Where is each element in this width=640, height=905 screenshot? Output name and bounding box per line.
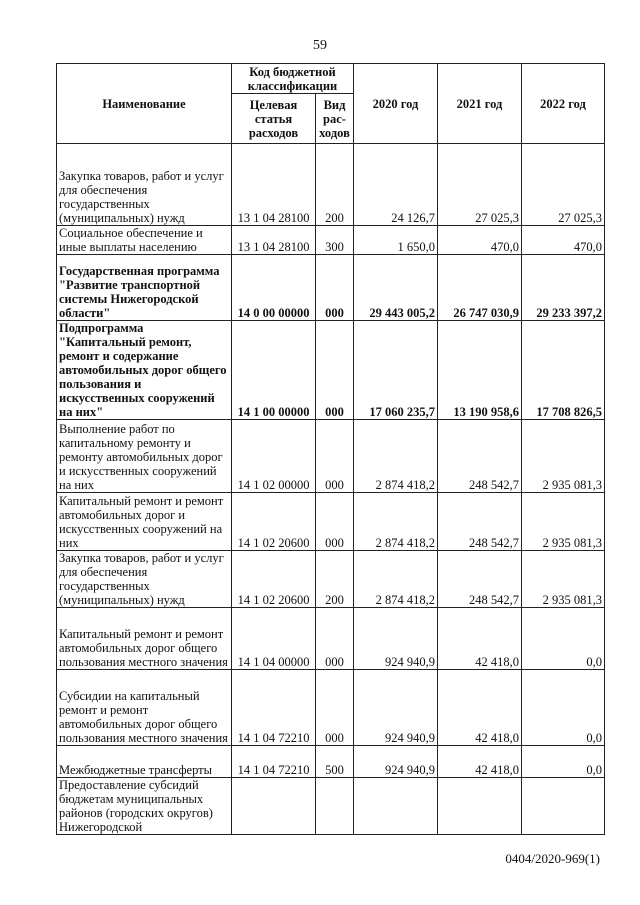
row-name: Межбюджетные трансферты [57,746,232,778]
row-value-2022: 17 708 826,5 [522,321,605,420]
row-expense-type: 000 [316,420,354,493]
row-expense-type: 200 [316,144,354,226]
header-2022: 2022 год [522,64,605,144]
row-value-2020: 2 874 418,2 [354,420,438,493]
row-value-2021 [438,778,522,835]
header-kbk: Код бюджетной классификации [232,64,354,94]
row-value-2021: 26 747 030,9 [438,255,522,321]
row-name: Капитальный ремонт и ремонт автомобильных дорог общего пользования местного значения [57,608,232,670]
row-value-2020: 2 874 418,2 [354,551,438,608]
row-value-2020: 1 650,0 [354,226,438,255]
row-budget-code: 13 1 04 28100 [232,226,316,255]
table-row [57,608,605,670]
row-value-2020: 924 940,9 [354,608,438,670]
row-value-2022: 2 935 081,3 [522,551,605,608]
row-name: Субсидии на капитальный ремонт и ремонт автомобильных дорог общего пользования местного значения [57,670,232,746]
row-name: Подпрограмма "Капитальный ремонт, ремонт и содержание автомобильных дорог общего пользования и искусственных сооружений на них" [57,321,232,420]
row-value-2020: 924 940,9 [354,670,438,746]
row-name: Социальное обеспечение и иные выплаты населению [57,226,232,255]
table-row [57,144,605,226]
row-value-2021: 470,0 [438,226,522,255]
header-2020: 2020 год [354,64,438,144]
row-expense-type: 000 [316,670,354,746]
row-value-2021: 13 190 958,6 [438,321,522,420]
row-value-2022: 0,0 [522,608,605,670]
row-value-2021: 248 542,7 [438,420,522,493]
table-row [57,551,605,608]
row-value-2021: 42 418,0 [438,746,522,778]
table-row [57,670,605,746]
row-name: Закупка товаров, работ и услуг для обеспечения государственных (муниципальных) нужд [57,551,232,608]
row-value-2022: 2 935 081,3 [522,420,605,493]
row-budget-code: 14 0 00 00000 [232,255,316,321]
row-value-2021: 42 418,0 [438,608,522,670]
row-expense-type: 200 [316,551,354,608]
table-row [57,493,605,551]
row-budget-code: 13 1 04 28100 [232,144,316,226]
table-row [57,746,605,778]
row-name: Выполнение работ по капитальному ремонту и ремонту автомобильных дорог и искусственных сооружений на них [57,420,232,493]
row-name: Государственная программа "Развитие транспортной системы Нижегородской области" [57,255,232,321]
row-value-2021: 248 542,7 [438,493,522,551]
row-value-2022: 29 233 397,2 [522,255,605,321]
table-row [57,321,605,420]
row-expense-type: 000 [316,321,354,420]
row-expense-type [316,778,354,835]
row-value-2022: 470,0 [522,226,605,255]
row-expense-type: 000 [316,608,354,670]
header-2021: 2021 год [438,64,522,144]
row-value-2020: 2 874 418,2 [354,493,438,551]
row-value-2021: 248 542,7 [438,551,522,608]
row-value-2022: 0,0 [522,746,605,778]
header-vid: Вид рас-ходов [316,94,354,144]
page-number: 59 [313,38,327,53]
row-budget-code: 14 1 04 72210 [232,670,316,746]
table-row [57,778,605,835]
row-budget-code: 14 1 04 00000 [232,608,316,670]
row-value-2021: 27 025,3 [438,144,522,226]
row-budget-code: 14 1 00 00000 [232,321,316,420]
row-name: Предоставление субсидий бюджетам муниципальных районов (городских округов) Нижегородской [57,778,232,835]
row-name: Капитальный ремонт и ремонт автомобильных дорог и искусственных сооружений на них [57,493,232,551]
row-value-2021: 42 418,0 [438,670,522,746]
document-code: 0404/2020-969(1) [505,851,600,866]
row-budget-code: 14 1 02 00000 [232,420,316,493]
row-name: Закупка товаров, работ и услуг для обеспечения государственных (муниципальных) нужд [57,144,232,226]
row-value-2022: 0,0 [522,670,605,746]
header-target: Целевая статья расходов [232,94,316,144]
budget-table [56,63,605,835]
row-value-2020: 29 443 005,2 [354,255,438,321]
row-value-2020 [354,778,438,835]
row-budget-code: 14 1 04 72210 [232,746,316,778]
row-budget-code: 14 1 02 20600 [232,493,316,551]
row-expense-type: 000 [316,493,354,551]
row-value-2020: 17 060 235,7 [354,321,438,420]
row-value-2022 [522,778,605,835]
row-value-2020: 24 126,7 [354,144,438,226]
row-expense-type: 500 [316,746,354,778]
table-row [57,226,605,255]
table-row [57,255,605,321]
row-value-2022: 27 025,3 [522,144,605,226]
row-budget-code [232,778,316,835]
table-body [57,144,605,835]
header-name: Наименование [57,64,232,144]
table-row [57,420,605,493]
row-expense-type: 300 [316,226,354,255]
row-value-2022: 2 935 081,3 [522,493,605,551]
row-value-2020: 924 940,9 [354,746,438,778]
row-budget-code: 14 1 02 20600 [232,551,316,608]
row-expense-type: 000 [316,255,354,321]
